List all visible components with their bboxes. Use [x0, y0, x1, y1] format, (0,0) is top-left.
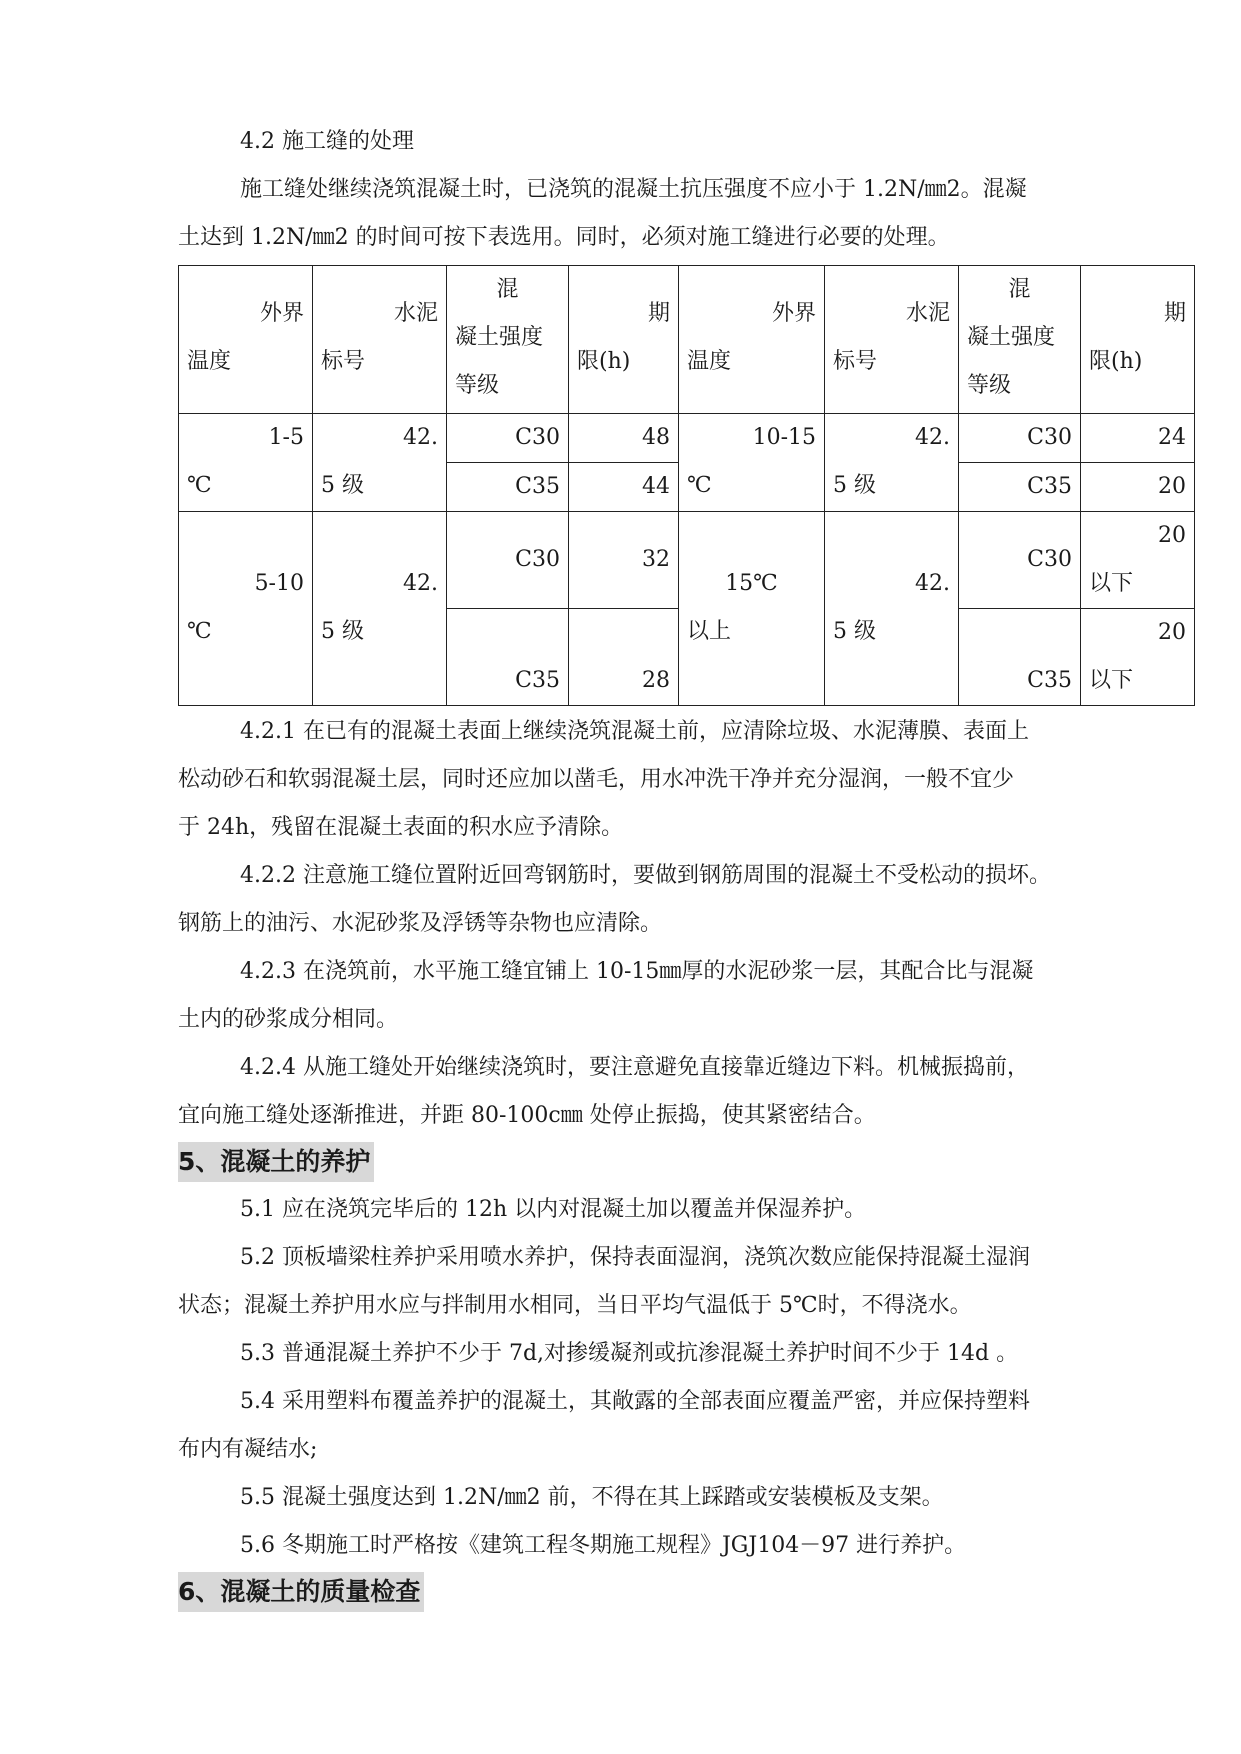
p51: 5.1 应在浇筑完毕后的 12h 以内对混凝土加以覆盖并保湿养护。 [240, 1197, 867, 1222]
curing-time-table [178, 265, 1195, 706]
header-cell: 外界 温度 [179, 266, 313, 414]
temp-cell: 10-15 ℃ [679, 414, 825, 512]
period-cell: 28 [569, 609, 679, 706]
header-cell: 期 限(h) [569, 266, 679, 414]
cement-cell: 42. 5 级 [313, 414, 447, 512]
p55: 5.5 混凝土强度达到 1.2N/㎜2 前，不得在其上踩踏或安装模板及支架。 [240, 1485, 944, 1510]
header-cell: 混 凝土强度 等级 [447, 266, 569, 414]
cement-cell: 42. 5 级 [825, 414, 959, 512]
grade-cell: C35 [959, 609, 1081, 706]
cement-cell: 42. 5 级 [313, 512, 447, 706]
p423-line1: 4.2.3 在浇筑前，水平施工缝宜铺上 10-15㎜厚的水泥砂浆一层，其配合比与混凝 [240, 959, 1034, 984]
grade-cell: C35 [447, 609, 569, 706]
period-cell: 20 以下 [1081, 609, 1195, 706]
section-4-2-title: 4.2 施工缝的处理 [240, 129, 414, 154]
section-5-heading: 5、混凝土的养护 [178, 1142, 374, 1182]
p424-line1: 4.2.4 从施工缝处开始继续浇筑时，要注意避免直接靠近缝边下料。机械振捣前， [240, 1055, 1029, 1080]
temp-cell: 5-10 ℃ [179, 512, 313, 706]
p52-line2: 状态；混凝土养护用水应与拌制用水相同，当日平均气温低于 5℃时，不得浇水。 [178, 1293, 972, 1318]
grade-cell: C35 [447, 463, 569, 512]
p424-line2: 宜向施工缝处逐渐推进，并距 80-100c㎜ 处停止振捣，使其紧密结合。 [178, 1103, 876, 1128]
header-cell: 水泥 标号 [825, 266, 959, 414]
grade-cell: C30 [959, 414, 1081, 463]
period-cell: 20 [1081, 463, 1195, 512]
p54-line2: 布内有凝结水; [178, 1437, 318, 1462]
section-4-2-intro-line2: 土达到 1.2N/㎜2 的时间可按下表选用。同时，必须对施工缝进行必要的处理。 [178, 225, 950, 250]
grade-cell: C30 [447, 414, 569, 463]
temp-cell: 1-5 ℃ [179, 414, 313, 512]
grade-cell: C35 [959, 463, 1081, 512]
period-cell: 20 以下 [1081, 512, 1195, 609]
header-cell: 混 凝土强度 等级 [959, 266, 1081, 414]
p422-line2: 钢筋上的油污、水泥砂浆及浮锈等杂物也应清除。 [178, 911, 663, 936]
header-cell: 期 限(h) [1081, 266, 1195, 414]
p52-line1: 5.2 顶板墙梁柱养护采用喷水养护，保持表面湿润，浇筑次数应能保持混凝土湿润 [240, 1245, 1030, 1270]
period-cell: 44 [569, 463, 679, 512]
p421-line2: 松动砂石和软弱混凝土层，同时还应加以凿毛，用水冲洗干净并充分湿润，一般不宜少 [178, 767, 1015, 792]
p54-line1: 5.4 采用塑料布覆盖养护的混凝土，其敞露的全部表面应覆盖严密，并应保持塑料 [240, 1389, 1030, 1414]
p421-line1: 4.2.1 在已有的混凝土表面上继续浇筑混凝土前，应清除垃圾、水泥薄膜、表面上 [240, 719, 1029, 744]
grade-cell: C30 [447, 512, 569, 609]
p53: 5.3 普通混凝土养护不少于 7d,对掺缓凝剂或抗渗混凝土养护时间不少于 14d 。 [240, 1341, 1019, 1366]
period-cell: 32 [569, 512, 679, 609]
table-row [179, 512, 1195, 609]
header-cell: 水泥 标号 [313, 266, 447, 414]
table-header-row [179, 266, 1195, 414]
section-4-2-intro-line1: 施工缝处继续浇筑混凝土时，已浇筑的混凝土抗压强度不应小于 1.2N/㎜2。混凝 [240, 177, 1027, 202]
temp-cell: 15℃ 以上 [679, 512, 825, 706]
period-cell: 48 [569, 414, 679, 463]
p423-line2: 土内的砂浆成分相同。 [178, 1007, 399, 1032]
table-row [179, 414, 1195, 463]
cement-cell: 42. 5 级 [825, 512, 959, 706]
grade-cell: C30 [959, 512, 1081, 609]
section-6-heading: 6、混凝土的质量检查 [178, 1572, 424, 1612]
p422-line1: 4.2.2 注意施工缝位置附近回弯钢筋时，要做到钢筋周围的混凝土不受松动的损坏。 [240, 863, 1051, 888]
header-cell: 外界 温度 [679, 266, 825, 414]
p421-line3: 于 24h，残留在混凝土表面的积水应予清除。 [178, 815, 624, 840]
period-cell: 24 [1081, 414, 1195, 463]
p56: 5.6 冬期施工时严格按《建筑工程冬期施工规程》JGJ104－97 进行养护。 [240, 1533, 967, 1558]
